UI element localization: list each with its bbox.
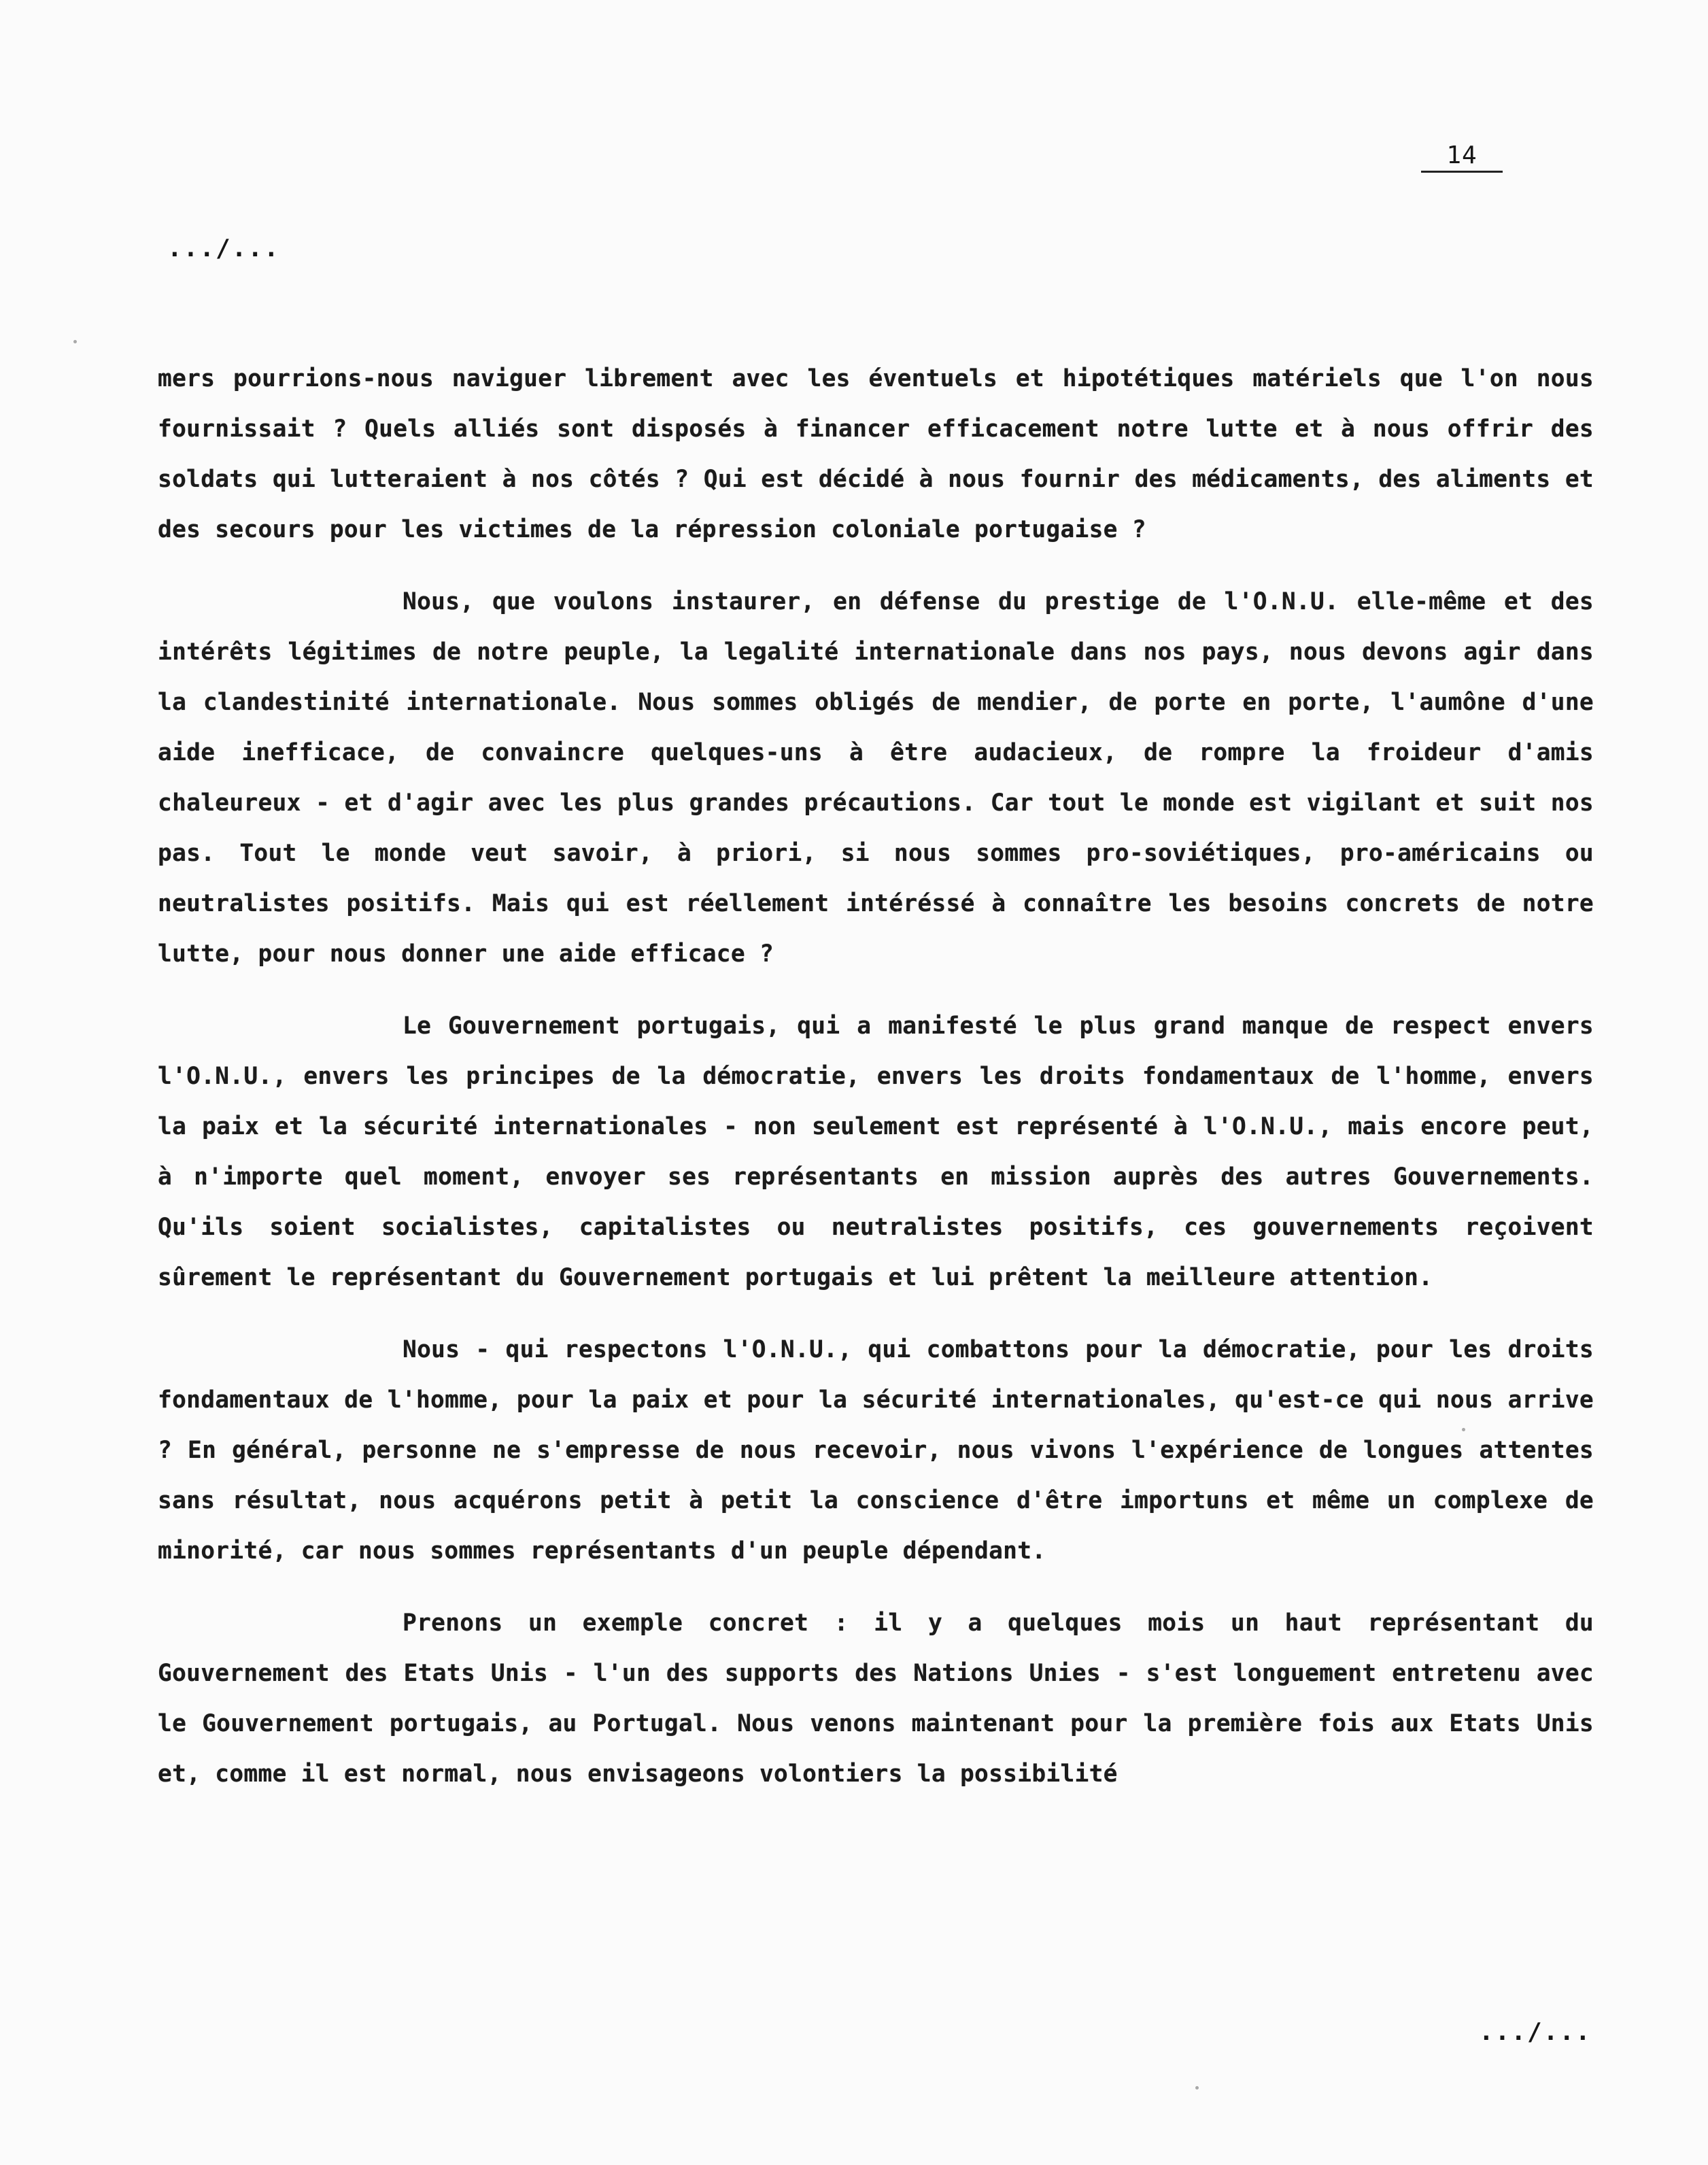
- paragraph-4: Nous - qui respectons l'O.N.U., qui combattons pour la démocratie, pour les droits fondamentaux de l'homme, pour la paix et pour la sécurité internationales, qu'est-ce qui nous arrive ? En général, personne ne s'empresse de nous recevoir, nous vivons l'expérience de longues attentes sans résultat, nous acquérons petit à petit la conscience d'être importuns et même un complexe de minorité, car nous sommes représentants d'un peuple dépendant.: [158, 1336, 1594, 1565]
- paragraph-1: mers pourrions-nous naviguer librement avec les éventuels et hipotétiques matériels que l'on nous fournissait ? Quels alliés sont disposés à financer efficacement notre lutte et à nous offrir des soldats qui lutteraient à nos côtés ? Qui est décidé à nous fournir des médicaments, des aliments et des secours pour les victimes de la répression coloniale portugaise ?: [158, 365, 1594, 543]
- scan-speck: [1195, 2086, 1199, 2090]
- paragraph-2: Nous, que voulons instaurer, en défense du prestige de l'O.N.U. elle-même et des intérêts légitimes de notre peuple, la legalité internationale dans nos pays, nous devons agir dans la clandestinité internationale. Nous sommes obligés de mendier, de porte en porte, l'aumône d'une aide inefficace, de convaincre quelques-uns à être audacieux, de rompre la froideur d'amis chaleureux - et d'agir avec les plus grandes précautions. Car tout le monde est vigilant et suit nos pas. Tout le monde veut savoir, à priori, si nous sommes pro-soviétiques, pro-américains ou neutralistes positifs. Mais qui est réellement intéréssé à connaître les besoins concrets de notre lutte, pour nous donner une aide efficace ?: [158, 588, 1594, 968]
- continuation-marker-bottom: .../...: [1479, 2018, 1592, 2046]
- document-body: [158, 354, 1594, 1821]
- scan-speck: [1462, 1428, 1465, 1431]
- continuation-marker-top: .../...: [167, 235, 280, 262]
- scan-speck: [73, 340, 77, 343]
- paragraph-3: Le Gouvernement portugais, qui a manifesté le plus grand manque de respect envers l'O.N.U., envers les principes de la démocratie, envers les droits fondamentaux de l'homme, envers la paix et la sécurité internationales - non seulement est représenté à l'O.N.U., mais encore peut, à n'importe quel moment, envoyer ses représentants en mission auprès des autres Gouvernements. Qu'ils soient socialistes, capitalistes ou neutralistes positifs, ces gouvernements reçoivent sûrement le représentant du Gouvernement portugais et lui prêtent la meilleure attention.: [158, 1012, 1594, 1291]
- page-number: 14: [1421, 141, 1503, 173]
- paragraph-5: Prenons un exemple concret : il y a quelques mois un haut représentant du Gouvernement des Etats Unis - l'un des supports des Nations Unies - s'est longuement entretenu avec le Gouvernement portugais, au Portugal. Nous venons maintenant pour la première fois aux Etats Unis et, comme il est normal, nous envisageons volontiers la possibilité: [158, 1609, 1594, 1788]
